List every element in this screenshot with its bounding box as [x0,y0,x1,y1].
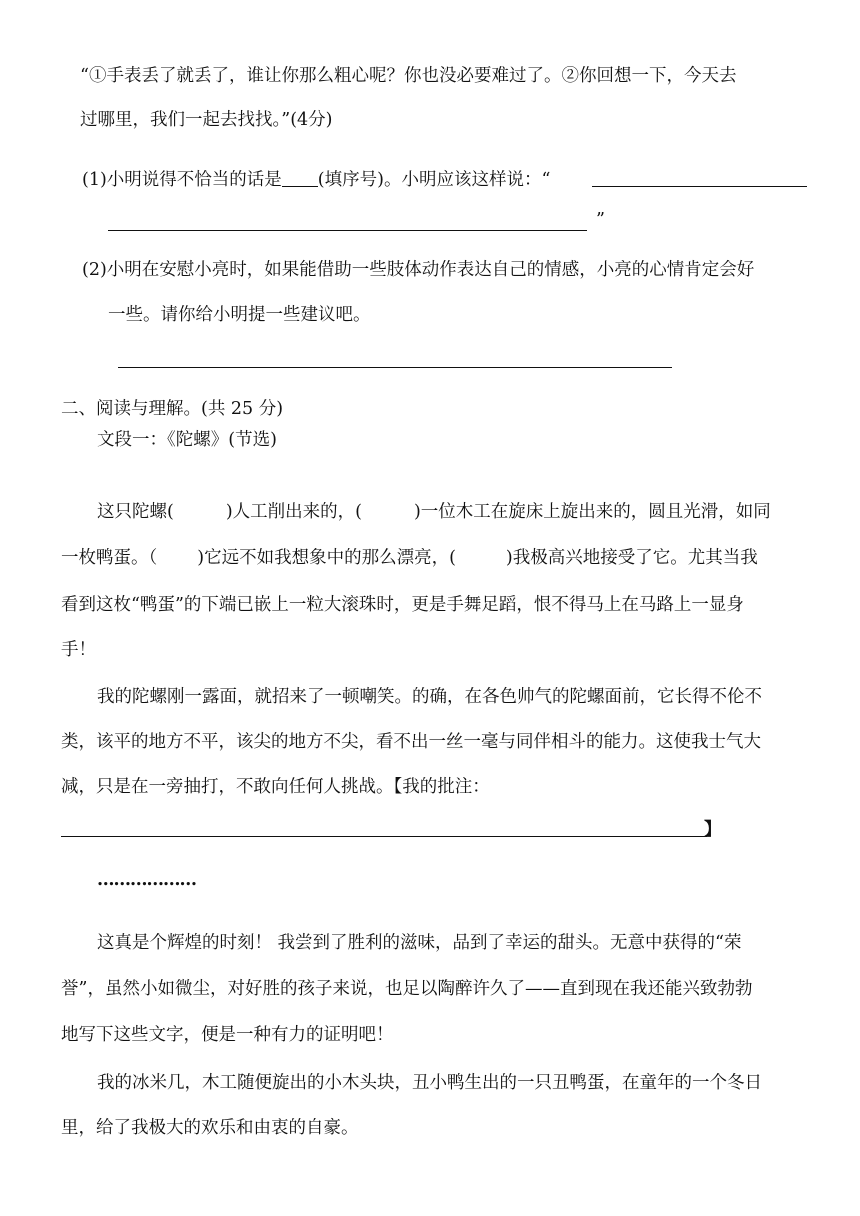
answer-line-1b[interactable] [108,230,587,231]
passage-title: 文段一：《陀螺》(节选) [97,430,277,450]
annotation-answer-line[interactable] [61,836,707,837]
p1-l2-seg-2: )它远不如我想象中的那么漂亮，( [197,548,456,568]
p1-seg-1: 这只陀螺( [97,502,174,522]
paragraph-2-line-1: 我的陀螺刚一露面，就招来了一顿嘲笑。的确，在各色帅气的陀螺面前，它长得不伦不 [97,687,762,707]
paragraph-1-line-1 [97,500,771,524]
answer-line-2[interactable] [118,367,672,368]
answer-line-1a[interactable] [592,186,807,187]
paragraph-4-line-2: 里，给了我极大的欢乐和由衷的自豪。 [61,1118,359,1138]
p1-l2-seg-1: 一枚鸭蛋。（ [61,548,158,568]
paragraph-2-line-2: 类，该平的地方不平，该尖的地方不尖，看不出一丝一毫与同伴相斗的能力。这使我士气大 [61,732,761,752]
p1-l2-seg-3: )我极高兴地接受了它。尤其当我 [505,548,758,568]
ellipsis: ……………… [97,870,196,890]
paragraph-2-line-3: 减，只是在一旁抽打，不敢向任何人挑战。【我的批注： [61,777,490,797]
quote-line-1: “①手表丢了就丢了，谁让你那么粗心呢？你也没必要难过了。②你回想一下，今天去 [80,66,737,86]
paragraph-3-line-1: 这真是个辉煌的时刻！ 我尝到了胜利的滋味，品到了幸运的甜头。无意中获得的“荣 [97,933,742,953]
paragraph-1-line-3: 看到这枚“鸭蛋”的下端已嵌上一粒大滚珠时，更是手舞足蹈，恨不得马上在马路上一显身 [61,595,744,615]
p1-seg-3: )一位木工在旋床上旋出来的，圆且光滑，如同 [413,502,771,522]
sub-question-1 [82,168,550,192]
close-quote: ” [596,210,605,230]
sub-question-2-line-2: 一些。请你给小明提一些建议吧。 [108,305,371,325]
section-title: 二、阅读与理解。(共 25 分) [61,399,284,419]
paragraph-1-line-4: 手！ [61,640,96,660]
paragraph-3-line-2: 誉”，虽然小如微尘，对好胜的孩子来说，也足以陶醉许久了——直到现在我还能兴致勃勃 [61,979,753,999]
sub-question-1-mid: (填序号)。小明应该这样说：“ [317,170,551,190]
sub-question-2-line-1: (2)小明在安慰小亮时，如果能借助一些肢体动作表达自己的情感，小亮的心情肯定会好 [82,260,755,280]
annotation-close-bracket: 】 [704,820,722,840]
sub-question-1-text: (1)小明说得不恰当的话是 [82,170,282,190]
paragraph-3-line-3: 地写下这些文字，便是一种有力的证明吧！ [61,1025,394,1045]
answer-blank-number[interactable] [282,168,318,187]
quote-line-2: 过哪里，我们一起去找找。”(4分) [80,110,333,130]
paragraph-1-line-2 [61,546,758,570]
p1-seg-2: )人工削出来的，( [225,502,362,522]
paragraph-4-line-1: 我的冰米几，木工随便旋出的小木头块，丑小鸭生出的一只丑鸭蛋，在童年的一个冬日 [97,1073,762,1093]
